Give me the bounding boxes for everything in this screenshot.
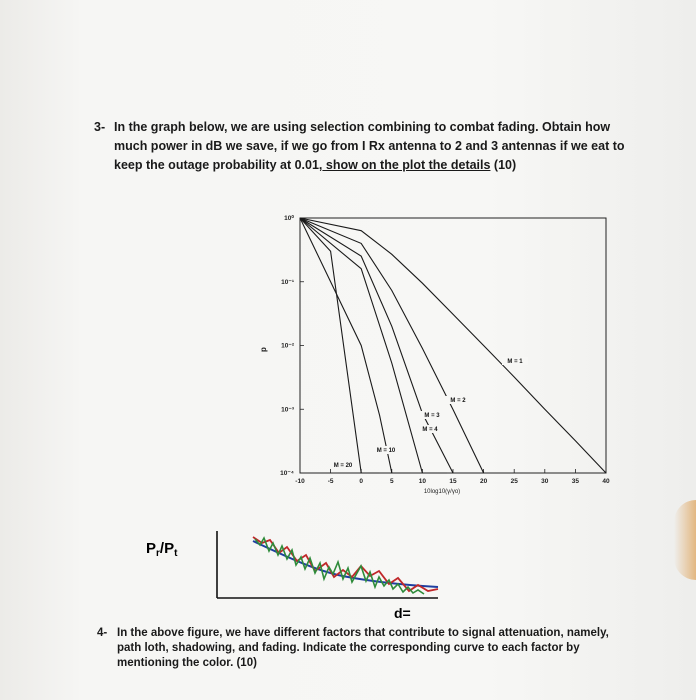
series-label: M = 4 — [422, 427, 438, 433]
question-3-number: 3- — [94, 120, 106, 134]
distance-label: d= — [394, 605, 411, 621]
received-power-ratio-label: $P_r/P_t$ — [146, 540, 178, 559]
x-tick-label: 40 — [602, 478, 610, 485]
series-label: M = 20 — [333, 463, 353, 469]
series-label: M = 1 — [507, 359, 523, 365]
question-4-text: In the above figure, we have different factors that contribute to signal attenuation, namely, path loth, shadowing, and fading. Indicate the corresponding curve to each factor by mentioning the color. (10) — [117, 627, 609, 669]
x-tick-label: 5 — [389, 478, 394, 485]
shadowing-curve — [253, 537, 438, 591]
x-tick-label: 30 — [541, 478, 549, 485]
x-tick-label: -10 — [295, 478, 305, 485]
question-3-points: (10) — [490, 158, 517, 172]
y-tick-label: 10⁻² — [281, 342, 294, 350]
y-tick-label: 10⁻⁴ — [280, 470, 294, 477]
x-tick-label: 0 — [359, 478, 364, 485]
x-tick-label: 25 — [510, 478, 518, 485]
x-tick-label: -5 — [327, 478, 334, 485]
fading-curve — [255, 538, 424, 594]
question-4-number: 4- — [97, 627, 108, 639]
series-label: M = 3 — [424, 413, 440, 419]
y-tick-label: 10⁻¹ — [281, 278, 294, 286]
x-tick-label: 20 — [479, 478, 488, 485]
x-tick-label: 35 — [571, 478, 580, 485]
question-3-underlined-text: show on the plot the details — [322, 158, 491, 172]
x-tick-label: 15 — [449, 478, 457, 485]
question-3-main-text: In the graph below, we are using selection combining to combat fading. Obtain how much power in dB we save, if we go from I Rx antenna to 2 and 3 antennas if we eat to keep the outage probability at 0.01, — [114, 120, 625, 172]
y-tick-label: 10⁰ — [284, 215, 294, 222]
y-axis-label: p — [259, 347, 268, 352]
series-label: M = 10 — [376, 448, 396, 454]
x-axis-label: 10log10(γ/γo) — [423, 489, 461, 495]
x-tick-label: 10 — [418, 478, 427, 485]
y-tick-label: 10⁻³ — [281, 406, 294, 414]
series-label: M = 2 — [450, 398, 466, 404]
page-edge-shadow — [674, 500, 696, 580]
